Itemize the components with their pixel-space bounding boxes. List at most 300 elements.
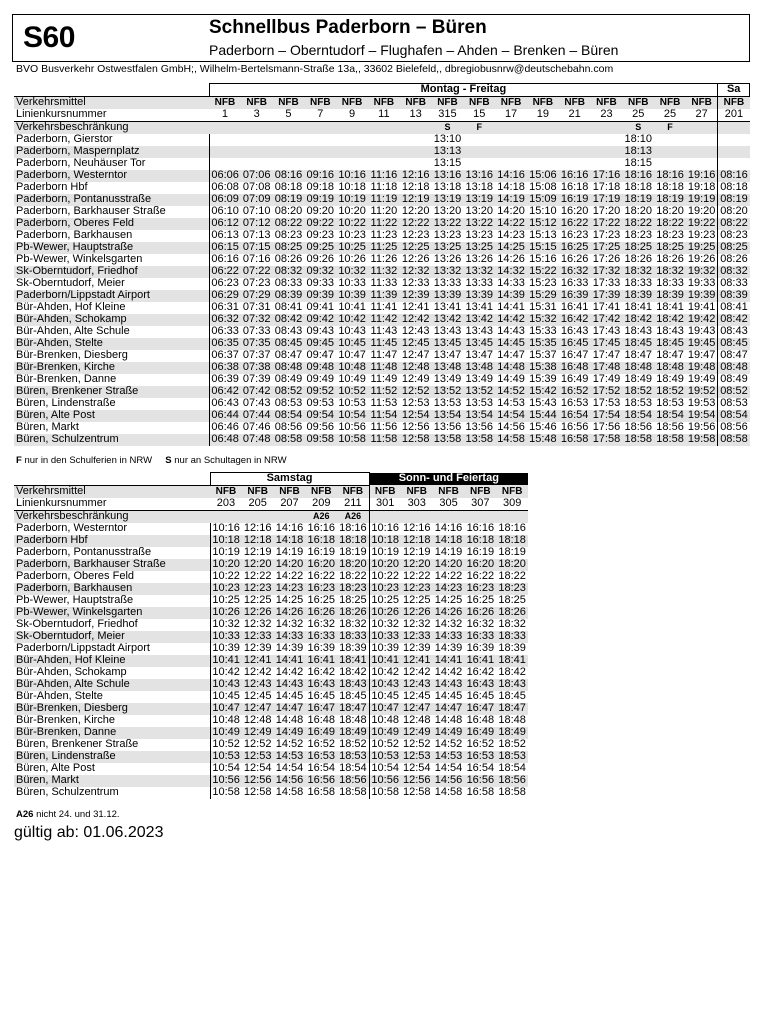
departure-time: 18:47 (656, 349, 684, 361)
departure-time: 06:31 (209, 302, 241, 314)
departure-time: 18:56 (496, 775, 528, 787)
departure-time: 18:16 (339, 522, 367, 534)
departure-time: 16:19 (559, 194, 591, 206)
departure-time: 19:41 (687, 301, 716, 313)
departure-time: 08:56 (274, 421, 303, 433)
departure-time: 10:16 (336, 170, 368, 182)
departure-time: 17:33 (592, 277, 621, 289)
section-header-spacer (14, 473, 210, 486)
departure-time: 11:54 (368, 410, 400, 422)
departure-time: 06:33 (209, 326, 241, 338)
departure-time: 06:35 (209, 338, 241, 350)
departure-time: 06:43 (209, 398, 241, 410)
stop-name: Pb-Wewer, Winkelsgarten (16, 253, 143, 265)
departure-time: 18:41 (624, 301, 653, 313)
departure-time: 14:23 (497, 229, 525, 241)
departure-time: 13:13 (432, 146, 464, 158)
departure-time: 12:54 (400, 410, 432, 422)
departure-time: 12:33 (242, 631, 274, 643)
stop-name: Bür-Ahden, Hof Kleine (14, 655, 210, 667)
departure-time (654, 158, 686, 170)
departure-time: 12:26 (242, 607, 274, 619)
departure-time: 18:32 (498, 618, 526, 630)
departure-time: 10:18 (369, 535, 401, 547)
departure-time: 08:18 (718, 182, 750, 194)
departure-time: 07:15 (241, 242, 273, 254)
departure-time: 08:42 (718, 314, 750, 326)
departure-time: 18:26 (496, 607, 528, 619)
departure-time: 10:33 (338, 277, 366, 289)
departure-time: 09:23 (306, 229, 335, 241)
departure-time (241, 134, 273, 146)
departure-time: 08:49 (718, 374, 750, 386)
departure-time: 07:31 (242, 301, 271, 313)
stop-row (14, 146, 750, 158)
departure-time: 10:48 (369, 715, 401, 727)
departure-time: 18:39 (339, 642, 367, 654)
departure-time: 10:32 (369, 619, 401, 631)
departure-time: 12:33 (401, 631, 433, 643)
departure-time: 12:49 (401, 373, 430, 385)
departure-time: 06:16 (209, 254, 241, 266)
departure-time: 12:20 (401, 205, 430, 217)
departure-time: 08:41 (274, 301, 303, 313)
verkehrsmittel-cell: NFB (654, 96, 686, 109)
beschraenkung-cell: A26 (305, 510, 337, 523)
stop-name: Sk-Oberntudorf, Meier (14, 631, 210, 643)
departure-time (591, 146, 623, 158)
verkehrsmittel-cell: NFB (718, 96, 750, 109)
departure-time: 13:56 (465, 421, 494, 433)
departure-time: 13:42 (432, 314, 464, 326)
departure-time: 16:22 (466, 570, 495, 582)
departure-time: 16:39 (307, 642, 336, 654)
departure-time: 19:26 (687, 253, 716, 265)
stop-name: Büren, Alte Post (16, 762, 95, 774)
departure-time (273, 134, 305, 146)
departure-time: 18:26 (337, 607, 369, 619)
departure-time (718, 146, 750, 158)
departure-time: 14:23 (433, 583, 465, 595)
departure-time: 08:33 (274, 277, 303, 289)
departure-time: 11:52 (368, 386, 400, 398)
departure-time: 14:25 (495, 242, 527, 254)
departure-time (368, 146, 400, 158)
kursnummer-cell: 21 (559, 109, 591, 122)
beschraenkung-cell (591, 121, 623, 134)
departure-time: 09:45 (304, 338, 336, 350)
departure-time: 14:41 (274, 655, 306, 667)
departure-time: 16:53 (560, 397, 589, 409)
departure-time: 10:32 (336, 266, 368, 278)
stop-name: Bür-Ahden, Alte Schule (16, 325, 130, 337)
departure-time: 09:47 (306, 349, 335, 361)
departure-time: 07:13 (242, 229, 271, 241)
departure-time: 10:49 (338, 373, 366, 385)
departure-time: 12:54 (243, 762, 272, 774)
departure-time: 14:42 (275, 666, 304, 678)
departure-time: 08:25 (273, 242, 305, 254)
departure-time: 07:06 (241, 170, 273, 182)
departure-time: 15:31 (529, 301, 557, 313)
departure-time: 12:56 (242, 775, 274, 787)
stop-row (14, 422, 750, 434)
kursnummer-cell: 19 (527, 109, 559, 122)
departure-time: 14:16 (275, 522, 304, 534)
beschraenkung-cell: F (463, 121, 495, 134)
departure-time: 14:43 (433, 679, 465, 691)
departure-time: 16:43 (560, 325, 589, 337)
stop-name: Büren, Lindenstraße (14, 751, 210, 763)
stop-row (14, 763, 528, 775)
stop-row (14, 302, 750, 314)
departure-time: 13:48 (432, 362, 464, 374)
departure-time: 12:33 (401, 277, 430, 289)
verkehrsmittel-cell: NFB (336, 96, 368, 109)
departure-time: 16:53 (305, 751, 337, 763)
departure-time: 08:20 (718, 206, 750, 218)
departure-time (527, 158, 559, 170)
departure-time: 14:33 (274, 631, 306, 643)
departure-time: 10:19 (210, 547, 242, 559)
departure-time (495, 158, 527, 170)
departure-time: 14:47 (497, 349, 525, 361)
departure-time: 18:19 (654, 194, 686, 206)
departure-time: 13:20 (465, 205, 494, 217)
departure-time (273, 158, 305, 170)
kursnummer-cell: 5 (273, 109, 305, 122)
departure-time: 16:25 (559, 242, 591, 254)
departure-time: 10:23 (338, 229, 366, 241)
departure-time: 18:58 (654, 434, 686, 446)
departure-time: 18:22 (654, 218, 686, 230)
departure-time: 08:33 (718, 278, 750, 290)
departure-time: 19:43 (687, 325, 716, 337)
departure-time: 12:53 (242, 751, 274, 763)
stop-name: Paderborn, Oberes Feld (16, 570, 135, 582)
departure-time: 16:23 (464, 583, 496, 595)
departure-time: 16:49 (305, 727, 337, 739)
departure-time: 06:48 (209, 434, 241, 446)
departure-time: 08:53 (718, 398, 750, 410)
verkehrsmittel-row (14, 96, 750, 109)
departure-time: 16:32 (466, 618, 495, 630)
departure-time: 17:52 (591, 386, 623, 398)
departure-time: 12:20 (242, 559, 274, 571)
stop-row (14, 254, 750, 266)
stop-name: Paderborn, Barkhauser Straße (14, 559, 210, 571)
departure-time: 12:23 (242, 583, 274, 595)
kursnummer-cell: 3 (241, 109, 273, 122)
departure-time: 08:54 (273, 410, 305, 422)
departure-time: 14:47 (433, 703, 465, 715)
linienkursnummer-row (14, 498, 528, 511)
stop-name: Pb-Wewer, Hauptstraße (16, 594, 134, 606)
departure-time: 12:53 (401, 397, 430, 409)
departure-time: 16:33 (464, 631, 496, 643)
stop-row (14, 206, 750, 218)
departure-time: 10:45 (336, 338, 368, 350)
stop-name: Bür-Ahden, Alte Schule (14, 679, 210, 691)
departure-time: 09:19 (304, 194, 336, 206)
departure-time: 09:39 (304, 290, 336, 302)
departure-time: 12:25 (243, 594, 272, 606)
stop-name: Pb-Wewer, Winkelsgarten (14, 607, 210, 619)
verkehrsmittel-row-label: Verkehrsmittel (14, 485, 210, 498)
stop-name: Büren, Markt (16, 421, 79, 433)
departure-time: 11:26 (370, 253, 398, 265)
departure-time: 11:53 (370, 397, 398, 409)
departure-time: 13:48 (463, 362, 495, 374)
stop-row (14, 182, 750, 194)
stop-row (14, 643, 528, 655)
departure-time: 18:10 (624, 133, 653, 145)
departure-time: 08:48 (273, 362, 305, 374)
departure-time: 11:48 (368, 362, 400, 374)
departure-time: 14:39 (434, 642, 463, 654)
departure-time: 14:18 (497, 181, 525, 193)
departure-time: 10:20 (338, 205, 366, 217)
departure-time: 08:26 (274, 253, 303, 265)
stop-row (14, 170, 750, 182)
departure-time: 14:33 (433, 631, 465, 643)
departure-time: 12:19 (400, 194, 432, 206)
stop-name: Paderborn Hbf (14, 535, 210, 547)
departure-time: 18:26 (656, 253, 684, 265)
verkehrsbeschraenkung-row-label: Verkehrsbeschränkung (14, 121, 209, 134)
departure-time (336, 146, 368, 158)
departure-time: 16:52 (559, 386, 591, 398)
departure-time: 09:56 (306, 421, 335, 433)
stop-row (14, 338, 750, 350)
beschraenkung-cell (433, 510, 465, 523)
departure-time: 08:54 (718, 410, 750, 422)
departure-time: 08:23 (718, 230, 750, 242)
departure-time: 16:45 (559, 338, 591, 350)
departure-time: 18:53 (337, 751, 369, 763)
departure-time: 15:06 (527, 170, 559, 182)
departure-time: 06:46 (209, 422, 241, 434)
verkehrsmittel-cell: NFB (274, 485, 306, 498)
departure-time: 19:33 (687, 277, 716, 289)
departure-time: 19:23 (687, 229, 716, 241)
valid-from: gültig ab: 01.06.2023 (14, 824, 164, 841)
departure-time: 14:25 (275, 594, 304, 606)
departure-time: 09:22 (304, 218, 336, 230)
departure-time: 13:53 (465, 397, 494, 409)
departure-time: 18:54 (339, 762, 367, 774)
departure-time (718, 134, 750, 146)
departure-time: 18:56 (337, 775, 369, 787)
departure-time: 18:56 (624, 421, 653, 433)
beschraenkung-cell (559, 121, 591, 134)
departure-time: 14:49 (274, 727, 306, 739)
departure-time: 18:43 (496, 679, 528, 691)
departure-time (336, 134, 368, 146)
departure-time: 15:35 (527, 338, 559, 350)
departure-time: 08:25 (718, 242, 750, 254)
departure-time: 15:08 (529, 181, 557, 193)
departure-time: 13:19 (463, 194, 495, 206)
departure-time: 14:56 (274, 775, 306, 787)
departure-time: 12:26 (401, 607, 433, 619)
departure-time: 06:37 (209, 350, 241, 362)
departure-time: 14:56 (497, 421, 525, 433)
departure-time: 13:58 (463, 434, 495, 446)
stop-name: Büren, Schulzentrum (14, 434, 209, 446)
stop-row (14, 434, 750, 446)
kursnummer-cell: 307 (464, 498, 496, 511)
departure-time: 14:43 (274, 679, 306, 691)
stop-row (14, 278, 750, 290)
departure-time: 12:58 (402, 786, 431, 798)
stop-name: Paderborn, Westerntor (14, 170, 209, 182)
departure-time: 16:18 (464, 535, 496, 547)
kursnummer-cell: 305 (433, 498, 465, 511)
departure-time: 16:47 (464, 703, 496, 715)
kursnummer-cell: 23 (591, 109, 623, 122)
departure-time: 16:20 (305, 559, 337, 571)
departure-time: 15:29 (527, 290, 559, 302)
departure-time: 10:56 (210, 775, 242, 787)
departure-time: 11:47 (370, 349, 398, 361)
departure-time (591, 134, 623, 146)
departure-time: 08:22 (718, 218, 750, 230)
departure-time: 11:41 (370, 301, 398, 313)
departure-time: 16:52 (466, 738, 495, 750)
departure-time: 08:32 (718, 266, 750, 278)
departure-time: 19:19 (686, 194, 718, 206)
departure-time: 12:16 (402, 522, 431, 534)
kursnummer-cell: 209 (305, 498, 337, 511)
kursnummer-cell: 211 (337, 498, 369, 511)
departure-time: 13:41 (433, 301, 462, 313)
departure-time: 06:38 (209, 362, 241, 374)
departure-time: 16:22 (559, 218, 591, 230)
departure-time: 13:15 (433, 157, 462, 169)
departure-time: 14:48 (495, 362, 527, 374)
departure-time: 11:23 (370, 229, 398, 241)
departure-time: 06:32 (209, 314, 241, 326)
footnote-ferien-schultage (16, 455, 287, 466)
departure-time: 14:53 (274, 751, 306, 763)
verkehrsmittel-cell: NFB (432, 96, 464, 109)
departure-time: 13:42 (463, 314, 495, 326)
kursnummer-cell: 201 (718, 109, 750, 122)
departure-time: 11:22 (368, 218, 400, 230)
departure-time: 14:58 (495, 434, 527, 446)
kursnummer-cell: 25 (622, 109, 654, 122)
stop-name: Büren, Brenkener Straße (14, 386, 209, 398)
departure-time: 07:37 (242, 349, 271, 361)
departure-time: 18:54 (498, 762, 526, 774)
section-header-row (14, 473, 528, 486)
departure-time: 15:23 (529, 277, 557, 289)
departure-time: 16:49 (464, 727, 496, 739)
beschraenkung-cell (304, 121, 336, 134)
verkehrsmittel-cell: NFB (241, 96, 273, 109)
departure-time: 18:48 (498, 714, 526, 726)
departure-time: 12:58 (400, 434, 432, 446)
departure-time: 16:45 (307, 690, 336, 702)
departure-time: 18:41 (496, 655, 528, 667)
departure-time: 09:41 (306, 301, 335, 313)
departure-time: 17:49 (592, 373, 621, 385)
departure-time: 10:47 (338, 349, 366, 361)
departure-time: 14:54 (495, 410, 527, 422)
departure-time: 13:33 (465, 277, 494, 289)
departure-time: 07:10 (242, 205, 271, 217)
departure-time: 13:18 (433, 181, 462, 193)
departure-time (368, 158, 400, 170)
departure-time (527, 134, 559, 146)
departure-time (463, 146, 495, 158)
stop-row (14, 571, 528, 583)
departure-time: 18:47 (624, 349, 653, 361)
departure-time: 07:39 (242, 373, 271, 385)
stop-name: Büren, Alte Post (14, 410, 209, 422)
departure-time: 09:52 (304, 386, 336, 398)
departure-time: 14:26 (497, 253, 525, 265)
departure-time: 10:41 (210, 655, 242, 667)
stop-row (14, 266, 750, 278)
kursnummer-cell: 27 (686, 109, 718, 122)
departure-time: 13:32 (463, 266, 495, 278)
departure-time: 19:58 (686, 434, 718, 446)
departure-time: 11:56 (370, 421, 398, 433)
departure-time: 14:54 (434, 762, 463, 774)
departure-time: 10:41 (369, 655, 401, 667)
departure-time: 16:26 (560, 253, 589, 265)
departure-time: 14:19 (495, 194, 527, 206)
departure-time: 19:45 (686, 338, 718, 350)
departure-time: 11:42 (368, 314, 400, 326)
departure-time: 10:32 (210, 619, 242, 631)
departure-time: 18:48 (622, 362, 654, 374)
verkehrsmittel-cell: NFB (305, 485, 337, 498)
section-montag-freitag: Montag - Freitag (209, 84, 718, 97)
footnote-f-key: F (16, 455, 22, 466)
beschraenkung-cell (274, 510, 306, 523)
stop-name: Sk-Oberntudorf, Meier (16, 277, 125, 289)
departure-time: 09:53 (306, 397, 335, 409)
departure-time: 12:19 (243, 546, 272, 558)
departure-time: 14:53 (433, 751, 465, 763)
departure-time: 14:52 (434, 738, 463, 750)
departure-time: 06:29 (209, 290, 241, 302)
kursnummer-cell: 17 (495, 109, 527, 122)
stop-row (14, 775, 528, 787)
departure-time: 06:39 (209, 374, 241, 386)
departure-time: 15:44 (527, 410, 559, 422)
departure-time: 08:26 (718, 254, 750, 266)
departure-time: 18:52 (339, 738, 367, 750)
departure-time: 10:20 (210, 559, 242, 571)
departure-time: 12:49 (242, 727, 274, 739)
departure-time: 10:26 (369, 607, 401, 619)
departure-time (495, 146, 527, 158)
departure-time: 16:26 (464, 607, 496, 619)
verkehrsmittel-cell: NFB (464, 485, 496, 498)
departure-time: 14:52 (495, 386, 527, 398)
stop-row (14, 230, 750, 242)
departure-time: 16:33 (560, 277, 589, 289)
stop-name: Sk-Oberntudorf, Friedhof (14, 266, 209, 278)
stop-row (14, 739, 528, 751)
departure-time: 15:22 (527, 266, 559, 278)
departure-time: 13:54 (463, 410, 495, 422)
departure-time: 16:48 (466, 714, 495, 726)
